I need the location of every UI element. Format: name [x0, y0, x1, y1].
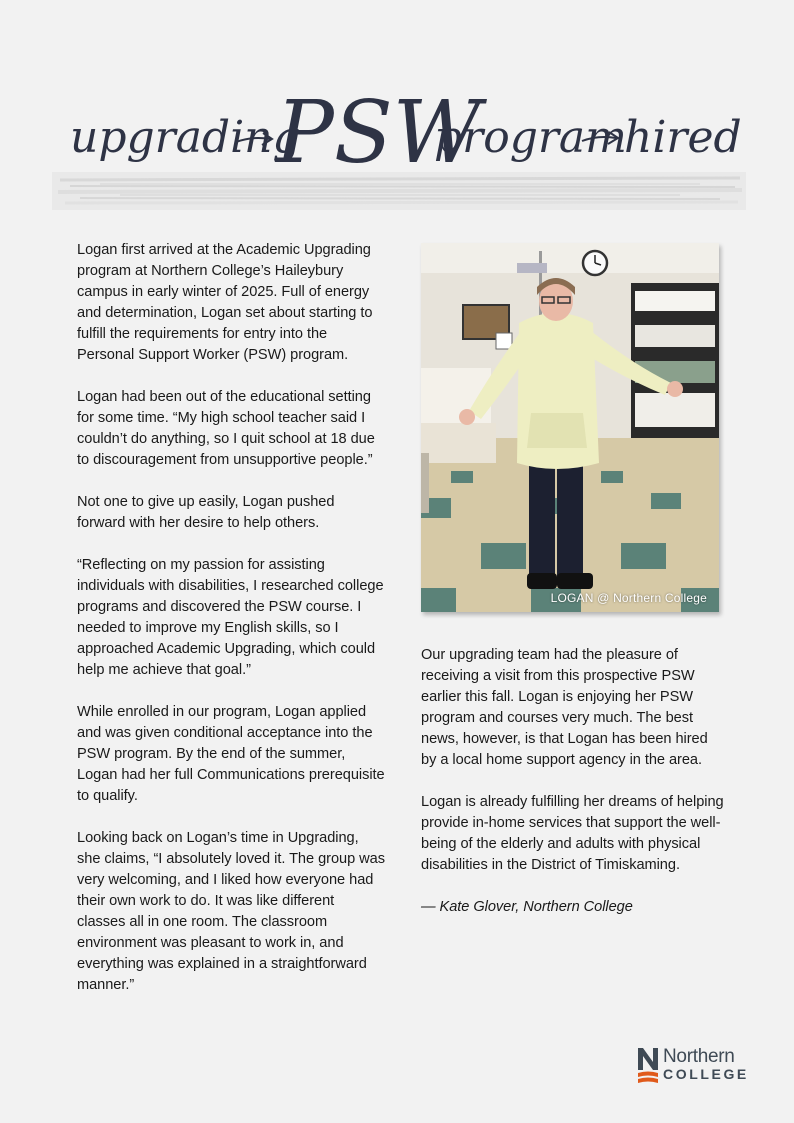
- logan-photo: [421, 243, 719, 612]
- title-word-hired: hired: [624, 112, 742, 163]
- photo-caption: LOGAN @ Northern College: [550, 591, 707, 605]
- title-banner-art: [0, 0, 794, 230]
- paragraph: Looking back on Logan’s time in Upgrading, she claims, “I absolutely loved it. The group was very welcoming, and I liked how everyone had their own work to do. It was like different classes all in one room. The classroom environment was pleasant to work in, and everything was explained in a straightforward manner.”: [77, 830, 385, 993]
- article-left-column: [77, 240, 385, 1017]
- title-word-psw: PSW: [276, 83, 482, 183]
- paragraph: Logan is already fulfilling her dreams of helping provide in-home services that support the well-being of the elderly and adults with physical disabilities in the District of Timiskaming.: [421, 794, 724, 873]
- title-word-upgrading: upgrading: [70, 112, 301, 163]
- logo-word-college: COLLEGE: [663, 1066, 749, 1082]
- photo-illustration: [421, 243, 719, 612]
- paragraph: Logan had been out of the educational setting for some time. “My high school teacher said I couldn’t do anything, so I quit school at 18 due to discouragement from unsupportive people.”: [77, 389, 375, 468]
- paragraph: Not one to give up easily, Logan pushed forward with her desire to help others.: [77, 494, 335, 531]
- paragraph: Logan first arrived at the Academic Upgrading program at Northern College’s Haileybury campus in early winter of 2025. Full of energy and determination, Logan set about starting to fulfill the requirements for entry into the Personal Support Worker (PSW) program.: [77, 242, 373, 363]
- title-word-program: program: [434, 112, 627, 163]
- article-right-column: [421, 645, 725, 939]
- northern-college-logo: [637, 1046, 757, 1084]
- paragraph: Our upgrading team had the pleasure of receiving a visit from this prospective PSW earlier this fall. Logan is enjoying her PSW program and courses very much. The best news, however, is that Logan has been hired by a local home support agency in the area.: [421, 647, 708, 768]
- author-signature: — Kate Glover, Northern College: [421, 899, 633, 915]
- paragraph: While enrolled in our program, Logan applied and was given conditional acceptance into the PSW program. By the end of the summer, Logan had her full Communications prerequisite to qualify.: [77, 704, 385, 804]
- logo-mark-icon: [637, 1046, 661, 1084]
- paragraph: “Reflecting on my passion for assisting individuals with disabilities, I researched college programs and discovered the PSW course. I needed to improve my English skills, so I approached Academic Upgrading, which could help me achieve that goal.”: [77, 557, 384, 678]
- logo-word-northern: Northern: [663, 1046, 735, 1067]
- title-banner: [0, 0, 794, 230]
